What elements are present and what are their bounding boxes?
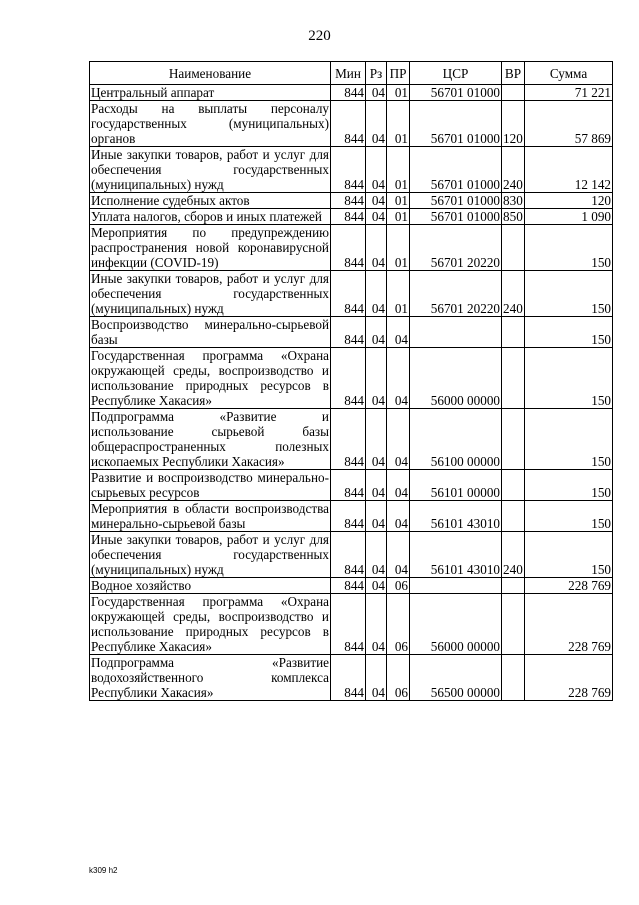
cell-vr: 240 [502, 532, 525, 578]
cell-min: 844 [331, 470, 366, 501]
cell-min: 844 [331, 85, 366, 101]
table-row [90, 470, 613, 501]
cell-rz: 04 [366, 501, 387, 532]
header-min: Мин [331, 62, 366, 85]
cell-vr: 850 [503, 209, 523, 224]
cell-vr: 120 [502, 101, 525, 147]
cell-csr: 56100 00000 [410, 409, 502, 470]
header-sum: Сумма [525, 62, 613, 85]
cell-sum: 71 221 [525, 85, 613, 101]
cell-min: 844 [331, 501, 366, 532]
cell-rz: 04 [366, 655, 387, 701]
table-row [90, 101, 613, 147]
cell-sum: 228 769 [525, 594, 613, 655]
cell-name: Мероприятия по предупреждению распространения новой коронавирусной инфекции (COVID-19) [91, 225, 329, 270]
cell-vr [502, 85, 525, 101]
cell-name: Подпрограмма «Развитие и использование сырьевой базы общераспространенных полезных ископаемых Республики Хакасия» [91, 409, 329, 469]
cell-rz: 04 [366, 409, 387, 470]
cell-csr: 56101 43010 [410, 532, 502, 578]
cell-name: Водное хозяйство [90, 578, 331, 594]
cell-csr: 56000 00000 [410, 348, 502, 409]
cell-name: Исполнение судебных актов [90, 193, 331, 209]
cell-rz: 04 [366, 225, 387, 271]
cell-sum: 150 [525, 271, 613, 317]
cell-vr: 830 [503, 193, 523, 208]
table-body [90, 85, 613, 701]
cell-rz: 04 [366, 271, 387, 317]
table-row [90, 594, 613, 655]
cell-name: Центральный аппарат [90, 85, 331, 101]
table-row [90, 578, 613, 594]
cell-vr [502, 578, 525, 594]
table-row [90, 348, 613, 409]
cell-sum: 1 090 [525, 209, 613, 225]
cell-csr: 56101 43010 [410, 501, 502, 532]
cell-pr: 04 [387, 409, 410, 470]
footer-code: k309 h2 [89, 866, 118, 875]
cell-sum: 150 [525, 348, 613, 409]
cell-min: 844 [331, 594, 366, 655]
table-row [90, 655, 613, 701]
cell-name: Государственная программа «Охрана окружающей среды, воспроизводство и использование природных ресурсов в Республике Хакасия» [91, 594, 329, 654]
cell-name: Иные закупки товаров, работ и услуг для обеспечения государственных (муниципальных) нужд [91, 532, 329, 577]
cell-rz: 04 [366, 147, 387, 193]
table-row [90, 532, 613, 578]
budget-table [89, 61, 613, 701]
cell-csr: 56701 01000 [410, 209, 502, 225]
cell-pr: 01 [387, 193, 410, 209]
cell-vr [502, 409, 525, 470]
cell-sum: 150 [525, 225, 613, 271]
cell-csr: 56701 20220 [410, 225, 502, 271]
cell-pr: 01 [387, 271, 410, 317]
cell-min: 844 [331, 193, 366, 209]
cell-vr [502, 225, 525, 271]
cell-pr: 04 [387, 317, 410, 348]
cell-rz: 04 [366, 209, 387, 225]
page-number: 220 [308, 28, 331, 44]
cell-min: 844 [331, 147, 366, 193]
cell-pr: 04 [387, 532, 410, 578]
cell-vr: 240 [502, 271, 525, 317]
header-pr: ПР [387, 62, 410, 85]
cell-sum: 150 [525, 501, 613, 532]
cell-min: 844 [331, 532, 366, 578]
table-row [90, 85, 613, 101]
cell-min: 844 [331, 209, 366, 225]
cell-csr [410, 578, 502, 594]
cell-csr: 56000 00000 [410, 594, 502, 655]
cell-rz: 04 [366, 193, 387, 209]
cell-min: 844 [331, 655, 366, 701]
cell-rz: 04 [366, 317, 387, 348]
header-vr: ВР [502, 62, 525, 85]
cell-sum: 228 769 [525, 578, 613, 594]
cell-sum: 12 142 [525, 147, 613, 193]
cell-pr: 01 [387, 225, 410, 271]
cell-sum: 150 [525, 470, 613, 501]
cell-rz: 04 [366, 578, 387, 594]
cell-min: 844 [331, 101, 366, 147]
header-rz: Рз [366, 62, 387, 85]
cell-vr [502, 655, 525, 701]
cell-rz: 04 [366, 101, 387, 147]
cell-name: Воспроизводство минерально-сырьевой базы [91, 317, 329, 347]
cell-pr: 01 [387, 209, 410, 225]
cell-pr: 06 [387, 655, 410, 701]
table-row [90, 271, 613, 317]
table-row [90, 193, 613, 209]
cell-vr: 240 [502, 147, 525, 193]
cell-rz: 04 [366, 85, 387, 101]
cell-pr: 01 [387, 101, 410, 147]
cell-name: Подпрограмма «Развитие водохозяйственного комплекса Республики Хакасия» [91, 655, 329, 700]
cell-csr: 56701 01000 [410, 147, 502, 193]
cell-vr [502, 594, 525, 655]
cell-min: 844 [331, 225, 366, 271]
cell-pr: 06 [387, 578, 410, 594]
cell-rz: 04 [366, 348, 387, 409]
cell-vr [502, 501, 525, 532]
cell-pr: 06 [387, 594, 410, 655]
table-header-row [90, 62, 613, 85]
cell-pr: 01 [387, 85, 410, 101]
cell-name: Иные закупки товаров, работ и услуг для обеспечения государственных (муниципальных) нужд [91, 147, 329, 192]
cell-min: 844 [331, 578, 366, 594]
cell-name: Мероприятия в области воспроизводства минерально-сырьевой базы [91, 501, 329, 531]
table-row [90, 409, 613, 470]
cell-min: 844 [331, 348, 366, 409]
cell-vr [502, 348, 525, 409]
cell-sum: 150 [525, 532, 613, 578]
cell-min: 844 [331, 317, 366, 348]
cell-rz: 04 [366, 594, 387, 655]
cell-name: Государственная программа «Охрана окружающей среды, воспроизводство и использование природных ресурсов в Республике Хакасия» [91, 348, 329, 408]
cell-name: Расходы на выплаты персоналу государственных (муниципальных) органов [91, 101, 329, 146]
table-row [90, 501, 613, 532]
cell-vr [502, 470, 525, 501]
cell-sum: 150 [525, 409, 613, 470]
cell-name: Уплата налогов, сборов и иных платежей [90, 209, 331, 225]
header-name: Наименование [90, 62, 331, 85]
cell-csr: 56701 01000 [410, 193, 502, 209]
table-row [90, 209, 613, 225]
cell-sum: 57 869 [525, 101, 613, 147]
cell-sum: 150 [525, 317, 613, 348]
cell-pr: 04 [387, 501, 410, 532]
table-row [90, 225, 613, 271]
cell-name: Иные закупки товаров, работ и услуг для обеспечения государственных (муниципальных) нужд [91, 271, 329, 316]
cell-csr: 56500 00000 [410, 655, 502, 701]
table-row [90, 147, 613, 193]
cell-pr: 04 [387, 470, 410, 501]
cell-vr [502, 317, 525, 348]
cell-csr: 56701 01000 [410, 101, 502, 147]
cell-rz: 04 [366, 532, 387, 578]
cell-min: 844 [331, 409, 366, 470]
table-row [90, 317, 613, 348]
cell-min: 844 [331, 271, 366, 317]
cell-pr: 01 [387, 147, 410, 193]
cell-csr: 56101 00000 [410, 470, 502, 501]
header-csr: ЦСР [410, 62, 502, 85]
cell-csr: 56701 01000 [410, 85, 502, 101]
cell-sum: 228 769 [525, 655, 613, 701]
cell-csr: 56701 20220 [410, 271, 502, 317]
cell-csr [410, 317, 502, 348]
cell-sum: 120 [525, 193, 613, 209]
cell-pr: 04 [387, 348, 410, 409]
cell-name: Развитие и воспроизводство минерально-сырьевых ресурсов [91, 470, 329, 500]
cell-rz: 04 [366, 470, 387, 501]
